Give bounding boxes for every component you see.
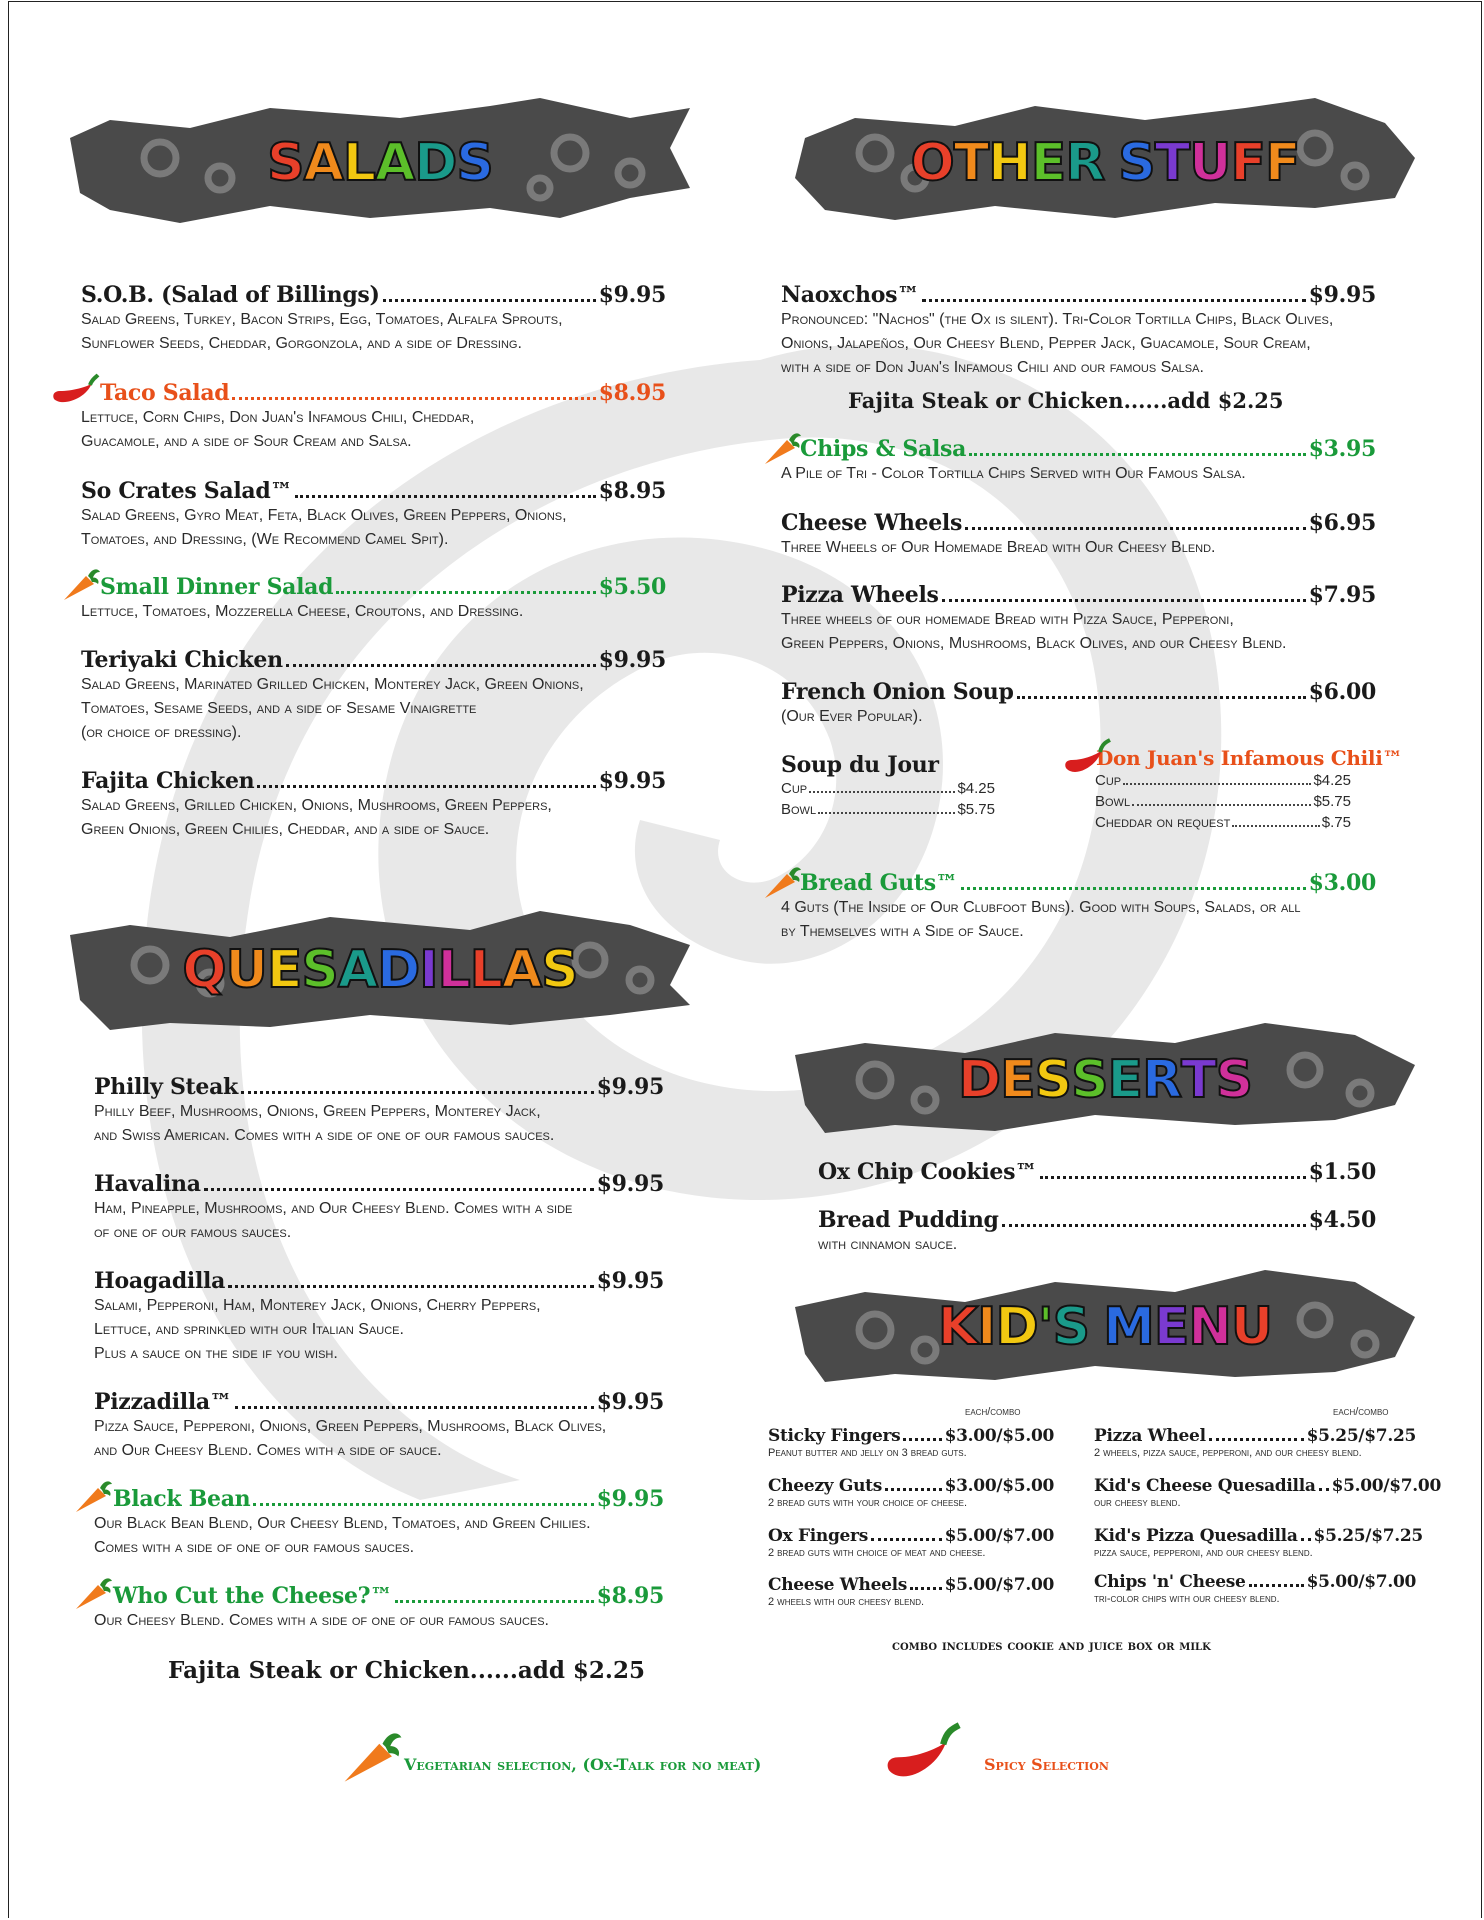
item-price: $9.95 — [596, 1389, 664, 1415]
menu-item-french-onion-soup — [781, 679, 1376, 729]
chili-cup-row: Cup $4.25 — [1095, 772, 1351, 789]
item-desc-line: Plus a sauce on the side if you wish. — [94, 1345, 338, 1362]
carrot-icon — [62, 566, 102, 604]
kids-left-header: each/combo — [965, 1406, 1021, 1418]
item-price: $9.95 — [596, 1268, 664, 1294]
item-desc-line: Salad Greens, Gyro Meat, Feta, Black Olives, Green Peppers, Onions, — [81, 507, 567, 524]
item-desc-line: Tomatoes, Sesame Seeds, and a side of Sesame Vinaigrette — [81, 700, 477, 717]
item-name: Taco Salad — [100, 380, 230, 406]
item-desc-line: Lettuce, and sprinkled with our Italian Sauce. — [94, 1321, 404, 1338]
carrot-icon — [763, 430, 803, 468]
desserts-banner — [795, 1015, 1415, 1145]
item-desc-line: Sunflower Seeds, Cheddar, Gorgonzola, and a side of Dressing. — [81, 335, 522, 352]
carrot-icon — [763, 864, 803, 902]
item-desc-line: Our Cheesy Blend. Comes with a side of one of our famous sauces. — [94, 1612, 550, 1629]
naoxchos-addon: Fajita Steak or Chicken......add $2.25 — [848, 388, 1284, 413]
menu-item-bread-guts — [781, 870, 1376, 944]
salads-title: S A L A D S — [267, 133, 493, 193]
carrot-icon — [74, 1478, 114, 1516]
quesadillas-banner — [70, 905, 690, 1035]
item-desc-line: Green Onions, Green Chilies, Cheddar, and a side of Sauce. — [81, 821, 490, 838]
item-desc-line: Salad Greens, Turkey, Bacon Strips, Egg, Tomatoes, Alfalfa Sprouts, — [81, 311, 563, 328]
item-name: Teriyaki Chicken — [81, 647, 283, 673]
item-name: Naoxchos™ — [781, 282, 919, 308]
item-desc-line: 4 Guts (The Inside of Our Clubfoot Buns). Good with Soups, Salads, or all — [781, 899, 1301, 916]
item-desc-line: Philly Beef, Mushrooms, Onions, Green Peppers, Monterey Jack, — [94, 1103, 541, 1120]
item-desc-line: Guacamole, and a side of Sour Cream and Salsa. — [81, 433, 412, 450]
kids-item-sticky-fingers: Sticky Fingers $3.00/$5.00 Peanut butter and jelly on 3 bread guts. — [768, 1426, 1054, 1459]
menu-item-small-dinner-salad — [81, 574, 666, 624]
menu-item-pizza-wheels — [781, 582, 1376, 656]
item-name: Cheese Wheels — [781, 510, 963, 536]
item-desc-line: of one of our famous sauces. — [94, 1224, 292, 1241]
item-price: $9.95 — [598, 282, 666, 308]
item-name: Hoagadilla — [94, 1268, 226, 1294]
don-juans-chili — [1096, 746, 1436, 833]
kids-item-chips-n-cheese: Chips 'n' Cheese $5.00/$7.00 tri-color chips with our cheesy blend. — [1094, 1572, 1416, 1605]
item-desc-line: Ham, Pineapple, Mushrooms, and Our Cheesy Blend. Comes with a side — [94, 1200, 573, 1217]
kids-item-pizza-wheel: Pizza Wheel $5.25/$7.25 2 wheels, pizza sauce, pepperoni, and our cheesy blend. — [1094, 1426, 1416, 1459]
legend-spicy: Spicy Selection — [984, 1755, 1109, 1774]
menu-item-bread-pudding — [818, 1207, 1376, 1257]
item-desc-line: Pronounced: "Nachos" (the Ox is silent). Tri-Color Tortilla Chips, Black Olives, — [781, 311, 1334, 328]
item-price: $8.95 — [596, 1583, 664, 1609]
item-desc-line: (Our Ever Popular). — [781, 708, 923, 725]
item-desc-line: Salad Greens, Grilled Chicken, Onions, Mushrooms, Green Peppers, — [81, 797, 552, 814]
item-price: $7.95 — [1308, 582, 1376, 608]
menu-item-taco-salad — [81, 380, 666, 454]
soup-du-jour — [781, 752, 995, 820]
item-price: $5.50 — [598, 574, 666, 600]
item-desc-line: Comes with a side of one of our famous sauces. — [94, 1539, 415, 1556]
legend-vegetarian: Vegetarian selection, (Ox-Talk for no meat) — [404, 1755, 762, 1774]
kids-right-header: each/combo — [1333, 1406, 1389, 1418]
item-desc-line: Three wheels of our homemade Bread with Pizza Sauce, Pepperoni, — [781, 611, 1234, 628]
desserts-title: D E S S E R T S — [957, 1050, 1253, 1110]
item-name: Bread Guts™ — [800, 870, 958, 896]
item-price: $9.95 — [1308, 282, 1376, 308]
item-name: Philly Steak — [94, 1074, 238, 1100]
quesadillas-addon: Fajita Steak or Chicken......add $2.25 — [168, 1657, 645, 1684]
item-desc-line: with cinnamon sauce. — [818, 1236, 958, 1253]
item-desc-line: Green Peppers, Onions, Mushrooms, Black Olives, and our Cheesy Blend. — [781, 635, 1287, 652]
item-desc-line: by Themselves with a Side of Sauce. — [781, 923, 1024, 940]
item-desc-line: Onions, Jalapeños, Our Cheesy Blend, Pepper Jack, Guacamole, Sour Cream, — [781, 335, 1311, 352]
item-price: $3.00 — [1308, 870, 1376, 896]
item-name: Black Bean — [113, 1486, 251, 1512]
item-desc-line: Our Black Bean Blend, Our Cheesy Blend, Tomatoes, and Green Chilies. — [94, 1515, 591, 1532]
kids-menu-title: K I D ' S M E N U — [937, 1297, 1273, 1357]
item-name: Havalina — [94, 1171, 201, 1197]
item-name: S.O.B. (Salad of Billings) — [81, 282, 380, 308]
item-price: $6.95 — [1308, 510, 1376, 536]
menu-item-teriyaki-chicken — [81, 647, 666, 745]
menu-item-ox-chip-cookies — [818, 1159, 1376, 1185]
menu-item-sob — [81, 282, 666, 356]
salads-banner — [70, 98, 690, 228]
item-name: Chips & Salsa — [800, 436, 967, 462]
item-name: Pizzadilla™ — [94, 1389, 232, 1415]
item-price: $8.95 — [598, 478, 666, 504]
item-name: Pizza Wheels — [781, 582, 939, 608]
item-price: $3.95 — [1308, 436, 1376, 462]
item-desc-line: with a side of Don Juan's Infamous Chili and our famous Salsa. — [781, 359, 1204, 376]
item-desc-line: Lettuce, Corn Chips, Don Juan's Infamous Chili, Cheddar, — [81, 409, 475, 426]
item-name: Bread Pudding — [818, 1207, 999, 1233]
item-price: $4.50 — [1308, 1207, 1376, 1233]
menu-item-havalina — [94, 1171, 664, 1245]
item-name: Small Dinner Salad — [100, 574, 334, 600]
kids-combo-note: combo includes cookie and juice box or milk — [892, 1638, 1211, 1654]
item-price: $6.00 — [1308, 679, 1376, 705]
other-stuff-title: O T H E R S T U F F — [910, 133, 1300, 193]
menu-item-cheese-wheels — [781, 510, 1376, 560]
item-price: $8.95 — [598, 380, 666, 406]
kids-item-cheese-wheels: Cheese Wheels $5.00/$7.00 2 wheels with our cheesy blend. — [768, 1575, 1054, 1608]
kids-menu-banner — [795, 1262, 1415, 1392]
kids-item-pizza-quesadilla: Kid's Pizza Quesadilla $5.25/$7.25 pizza sauce, pepperoni, and our cheesy blend. — [1094, 1526, 1423, 1559]
item-desc-line: A Pile of Tri - Color Tortilla Chips Served with Our Famous Salsa. — [781, 465, 1246, 482]
menu-item-naoxchos — [781, 282, 1376, 380]
chili-pepper-icon — [884, 1722, 964, 1786]
item-name: Ox Chip Cookies™ — [818, 1159, 1037, 1185]
item-desc-line: Salami, Pepperoni, Ham, Monterey Jack, Onions, Cherry Peppers, — [94, 1297, 541, 1314]
item-price: $9.95 — [598, 647, 666, 673]
kids-item-ox-fingers: Ox Fingers $5.00/$7.00 2 bread guts with choice of meat and cheese. — [768, 1526, 1054, 1559]
chili-cheddar-row: Cheddar on request $.75 — [1095, 814, 1351, 831]
item-name: So Crates Salad™ — [81, 478, 293, 504]
item-desc-line: Pizza Sauce, Pepperoni, Onions, Green Peppers, Mushrooms, Black Olives, — [94, 1418, 607, 1435]
item-price: $9.95 — [596, 1486, 664, 1512]
item-price: $9.95 — [598, 768, 666, 794]
item-price: $1.50 — [1308, 1159, 1376, 1185]
item-name: Soup du Jour — [781, 752, 939, 778]
quesadillas-title: Q U E S A D I L L A S — [182, 940, 578, 1000]
menu-item-chips-salsa — [781, 436, 1376, 486]
kids-item-cheezy-guts: Cheezy Guts $3.00/$5.00 2 bread guts with your choice of cheese. — [768, 1476, 1054, 1509]
kids-item-cheese-quesadilla: Kid's Cheese Quesadilla $5.00/$7.00 our cheesy blend. — [1094, 1476, 1441, 1509]
chili-bowl-row: Bowl $5.75 — [1095, 793, 1351, 810]
menu-item-pizzadilla — [94, 1389, 664, 1463]
carrot-icon — [74, 1575, 114, 1613]
item-desc-line: and Swiss American. Comes with a side of one of our famous sauces. — [94, 1127, 555, 1144]
soup-cup-row: Cup $4.25 — [781, 780, 995, 797]
item-price: $9.95 — [596, 1074, 664, 1100]
item-desc-line: (or choice of dressing). — [81, 724, 242, 741]
chili-pepper-icon — [52, 373, 100, 407]
soup-bowl-row: Bowl $5.75 — [781, 801, 995, 818]
item-desc-line: Salad Greens, Marinated Grilled Chicken, Monterey Jack, Green Onions, — [81, 676, 584, 693]
menu-item-fajita-chicken — [81, 768, 666, 842]
item-desc-line: Lettuce, Tomatoes, Mozzerella Cheese, Croutons, and Dressing. — [81, 603, 524, 620]
menu-item-black-bean — [94, 1486, 664, 1560]
menu-item-philly-steak — [94, 1074, 664, 1148]
item-desc-line: Tomatoes, and Dressing, (We Recommend Camel Spit). — [81, 531, 449, 548]
menu-item-so-crates-salad — [81, 478, 666, 552]
menu-item-who-cut-the-cheese — [94, 1583, 664, 1633]
item-desc-line: and Our Cheesy Blend. Comes with a side of sauce. — [94, 1442, 442, 1459]
item-name: Don Juan's Infamous Chili™ — [1096, 746, 1403, 770]
item-name: French Onion Soup — [781, 679, 1014, 705]
other-stuff-banner — [795, 98, 1415, 228]
menu-item-hoagadilla — [94, 1268, 664, 1366]
item-desc-line: Three Wheels of Our Homemade Bread with Our Cheesy Blend. — [781, 539, 1216, 556]
item-name: Fajita Chicken — [81, 768, 255, 794]
item-price: $9.95 — [596, 1171, 664, 1197]
chili-pepper-icon — [1064, 738, 1112, 778]
carrot-icon — [340, 1728, 406, 1788]
item-name: Who Cut the Cheese?™ — [113, 1583, 392, 1609]
